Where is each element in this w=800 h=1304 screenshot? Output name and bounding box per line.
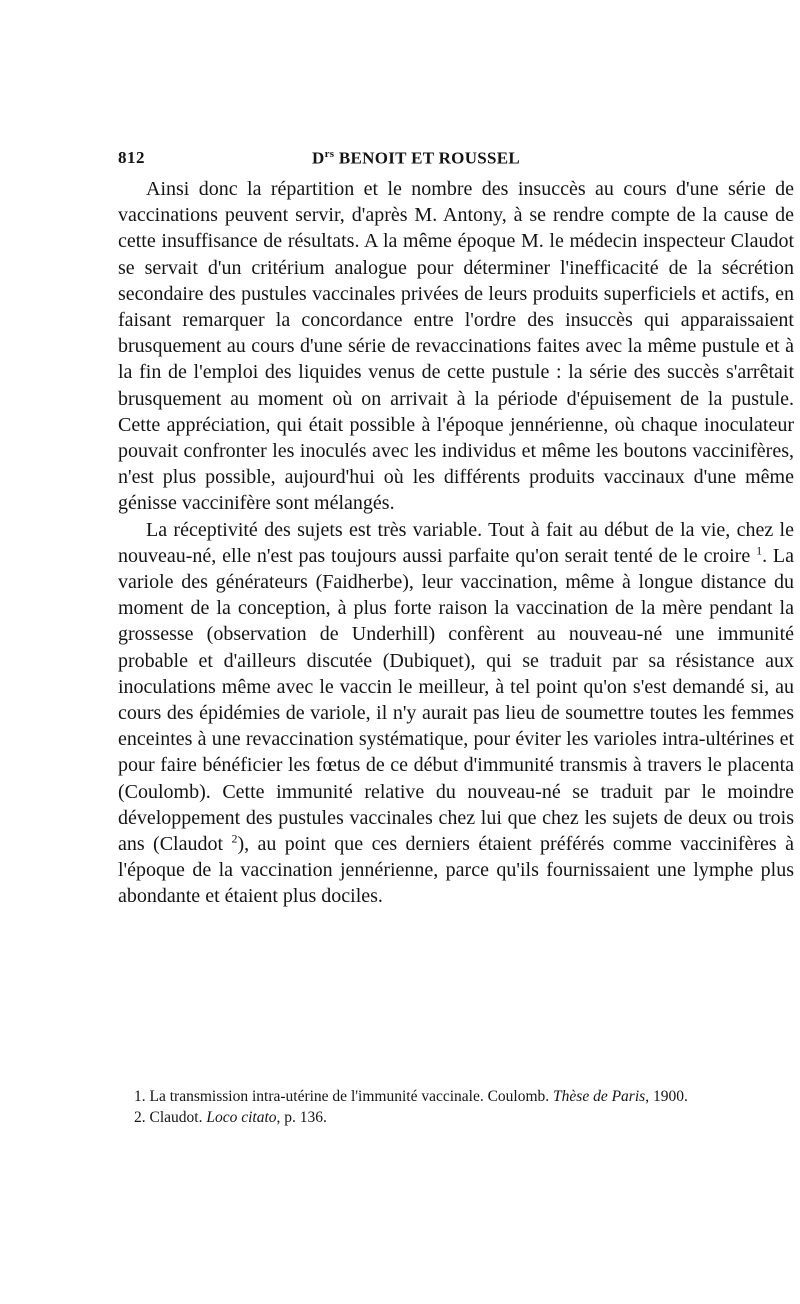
running-head-prefix: D — [312, 148, 325, 168]
footnote-ref-2: 2 — [231, 831, 238, 846]
body-text — [118, 176, 794, 910]
footnote-2 — [118, 1107, 794, 1128]
paragraph-2-part-c: ), au point que ces derniers étaient préférés comme vaccinifères à l'époque de la vaccination jennérienne, parce qu'ils fournissaient une lymphe plus abondante et étaient plus dociles. — [118, 833, 794, 908]
paragraph-2-part-a: La réceptivité des sujets est très variable. Tout à fait au début de la vie, chez le nouveau-né, elle n'est pas toujours aussi parfaite qu'on serait tenté de le croire — [118, 518, 794, 567]
footnote-2-text: 2. Claudot. — [134, 1109, 207, 1126]
paragraph-1: Ainsi donc la répartition et le nombre des insuccès au cours d'une série de vaccinations peuvent servir, d'après M. Antony, à se rendre compte de la cause de cette insuffisance de résultats. A la même époque M. le médecin inspecteur Claudot se servait d'un critérium analogue pour déterminer l'inefficacité de la sécrétion secondaire des pustules vaccinales privées de leurs produits superficiels et actifs, en faisant remarquer la concordance entre l'ordre des insuccès qui apparaissaient brusquement au cours d'une série de revaccinations faites avec la même pustule et à la fin de l'emploi des liquides venus de cette pustule : la série des succès s'arrêtait brusquement au moment où on arrivait à la période d'épuisement de la pustule. Cette appréciation, qui était possible à l'époque jennérienne, où chaque inoculateur pouvait confronter les inoculés avec les individus et même les boutons vaccinifères, n'est plus possible, aujourd'hui où les différents produits vaccinaux d'une même génisse vaccinifère sont mélangés. — [118, 178, 794, 515]
footnote-2-end: , p. 136. — [276, 1109, 327, 1126]
running-head-rest: BENOIT ET ROUSSEL — [334, 148, 521, 168]
running-head — [312, 148, 520, 169]
footnote-1-end: , 1900. — [645, 1088, 688, 1105]
page-number: 812 — [118, 148, 145, 167]
footnote-1-text: 1. La transmission intra-utérine de l'immunité vaccinale. Coulomb. — [134, 1088, 554, 1105]
page-header — [118, 148, 794, 172]
footnote-2-italic: Loco citato — [206, 1109, 277, 1126]
footnote-1 — [118, 1086, 794, 1107]
running-head-sup: rs — [324, 148, 335, 160]
footnote-ref-1: 1 — [756, 543, 763, 558]
paragraph-2 — [118, 517, 794, 910]
footnote-1-italic: Thèse de Paris — [553, 1088, 646, 1105]
footnotes — [118, 1086, 794, 1128]
paragraph-2-part-b: . La variole des générateurs (Faidherbe), leur vaccination, même à longue distance du moment de la conception, à plus forte raison la vaccination de la mère pendant la grossesse (observation de Underhill) confèrent au nouveau-né une immunité probable et d'ailleurs discutée (Dubiquet), qui se traduit par sa résistance aux inoculations même avec le vaccin le meilleur, à tel point qu'on s'est demandé si, au cours des épidémies de variole, il n'y aurait pas lieu de soumettre toutes les femmes enceintes à une revaccination systématique, pour éviter les varioles intra-ultérines et pour faire bénéficier les fœtus de ce début d'immunité transmis à travers le placenta (Coulomb). Cette immunité relative du nouveau-né se traduit par le moindre développement des pustules vaccinales chez lui que chez les sujets de deux ou trois ans (Claudot — [118, 544, 795, 856]
